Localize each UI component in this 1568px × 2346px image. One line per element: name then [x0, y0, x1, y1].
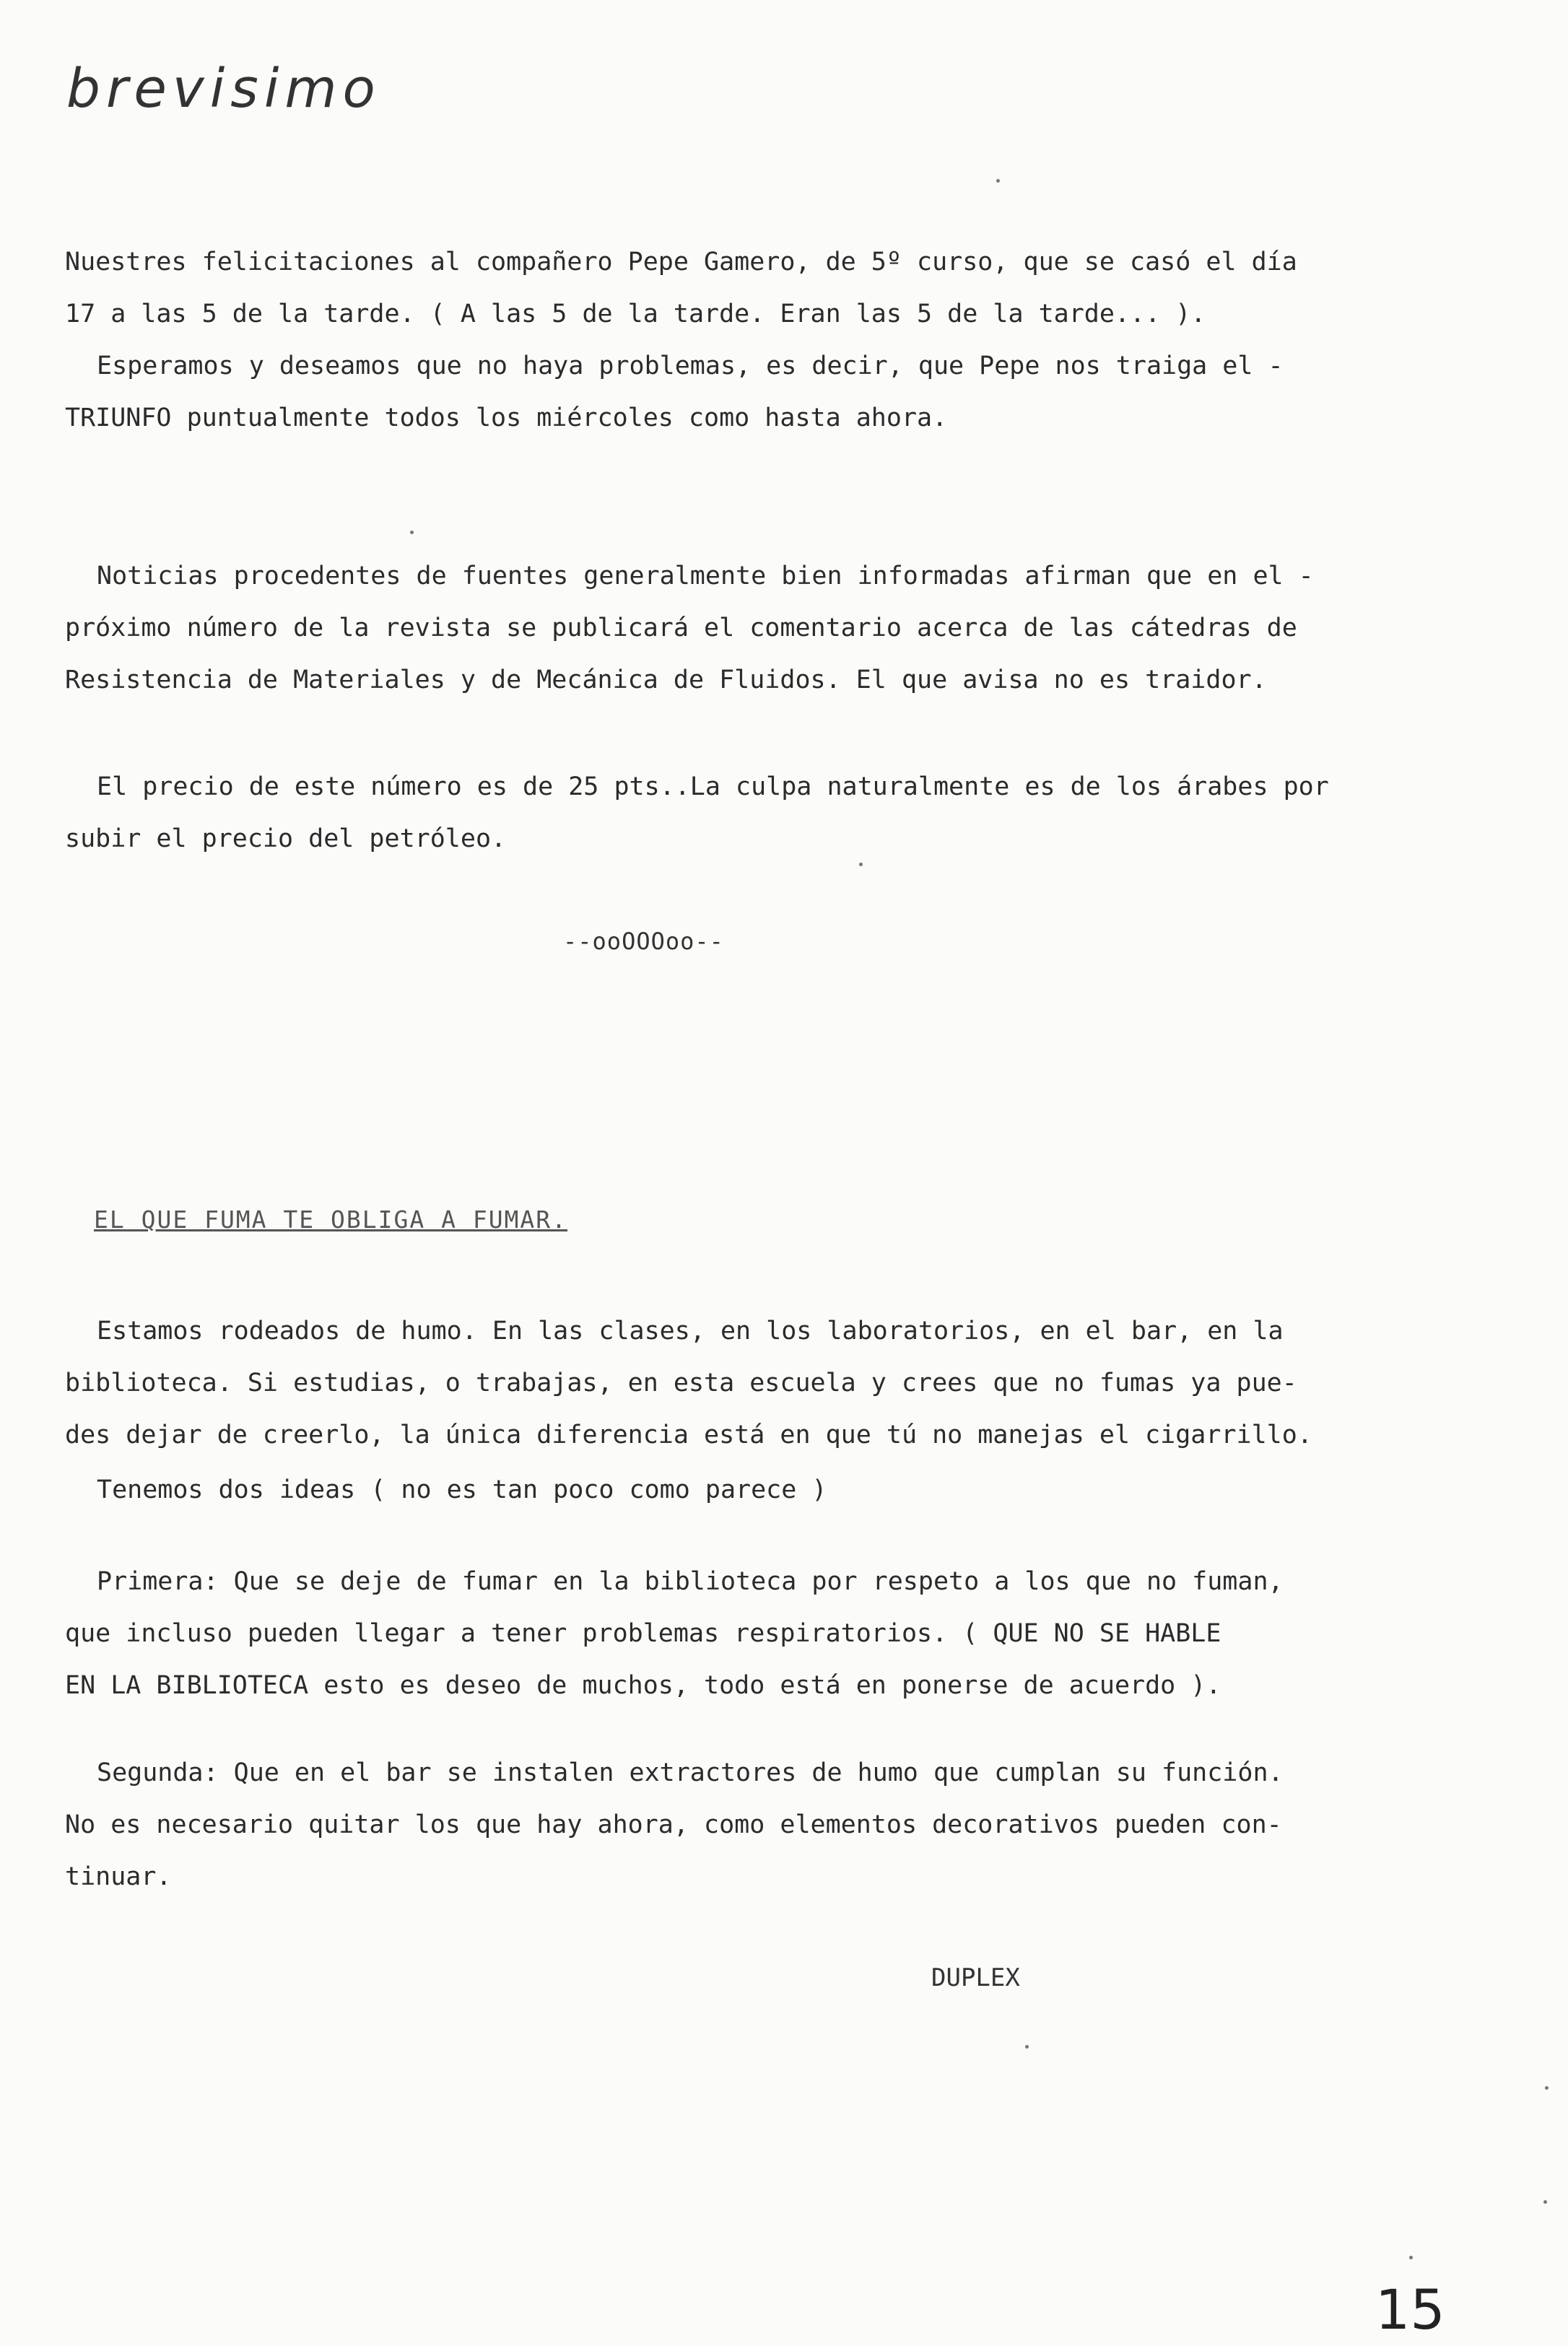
scan-speck — [410, 531, 414, 534]
text-line: Noticias procedentes de fuentes generalmente bien informadas afirman que en el - — [97, 562, 1314, 590]
scan-speck — [859, 863, 863, 866]
text-line: El precio de este número es de 25 pts..La culpa naturalmente es de los árabes por — [97, 772, 1329, 801]
article-heading: EL QUE FUMA TE OBLIGA A FUMAR. — [94, 1205, 568, 1234]
text-line: Primera: Que se deje de fumar en la biblioteca por respeto a los que no fuman, — [97, 1567, 1284, 1596]
text-line: 17 a las 5 de la tarde. ( A las 5 de la tarde. Eran las 5 de la tarde... ). — [65, 300, 1206, 328]
idea-second — [65, 1747, 1502, 1903]
text-line: No es necesario quitar los que hay ahora, como elementos decorativos pueden con- — [65, 1810, 1282, 1839]
text-line: Estamos rodeados de humo. En las clases, en los laboratorios, en el bar, en la — [97, 1317, 1284, 1346]
text-line: Tenemos dos ideas ( no es tan poco como parece ) — [97, 1475, 827, 1504]
text-line: TRIUNFO puntualmente todos los miércoles como hasta ahora. — [65, 404, 948, 432]
scan-speck — [1025, 2045, 1029, 2049]
text-line: Esperamos y deseamos que no haya problemas, es decir, que Pepe nos traiga el - — [97, 352, 1284, 380]
page-title: brevisimo — [66, 58, 381, 120]
text-line: biblioteca. Si estudias, o trabajas, en esta escuela y crees que no fumas ya pue- — [65, 1369, 1297, 1397]
text-line: próximo número de la revista se publicará el comentario acerca de las cátedras de — [65, 614, 1297, 642]
notice-wedding — [65, 236, 1502, 444]
scan-speck — [1409, 2256, 1413, 2259]
text-line: Resistencia de Materiales y de Mecánica de Fluidos. El que avisa no es traidor. — [65, 666, 1267, 694]
article-ideas — [65, 1464, 1502, 1516]
text-line: que incluso pueden llegar a tener problemas respiratorios. ( QUE NO SE HABLE — [65, 1619, 1221, 1648]
notice-price — [65, 761, 1502, 865]
text-line: subir el precio del petróleo. — [65, 824, 507, 853]
text-line: Nuestres felicitaciones al compañero Pepe Gamero, de 5º curso, que se casó el día — [65, 248, 1297, 276]
notice-sources — [65, 550, 1502, 706]
author-signature: DUPLEX — [931, 1963, 1020, 1992]
idea-first — [65, 1556, 1502, 1711]
scan-speck — [1543, 2200, 1547, 2204]
article-intro — [65, 1305, 1502, 1461]
scan-speck — [1545, 2086, 1549, 2090]
text-line: Segunda: Que en el bar se instalen extractores de humo que cumplan su función. — [97, 1758, 1284, 1787]
scan-speck — [996, 179, 1000, 183]
page-number: 15 — [1375, 2277, 1445, 2342]
text-line: tinuar. — [65, 1862, 172, 1891]
text-line: des dejar de creerlo, la única diferencia está en que tú no manejas el cigarrillo. — [65, 1421, 1312, 1449]
section-separator: --ooOOOoo-- — [563, 928, 724, 955]
text-line: EN LA BIBLIOTECA esto es deseo de muchos, todo está en ponerse de acuerdo ). — [65, 1671, 1221, 1700]
